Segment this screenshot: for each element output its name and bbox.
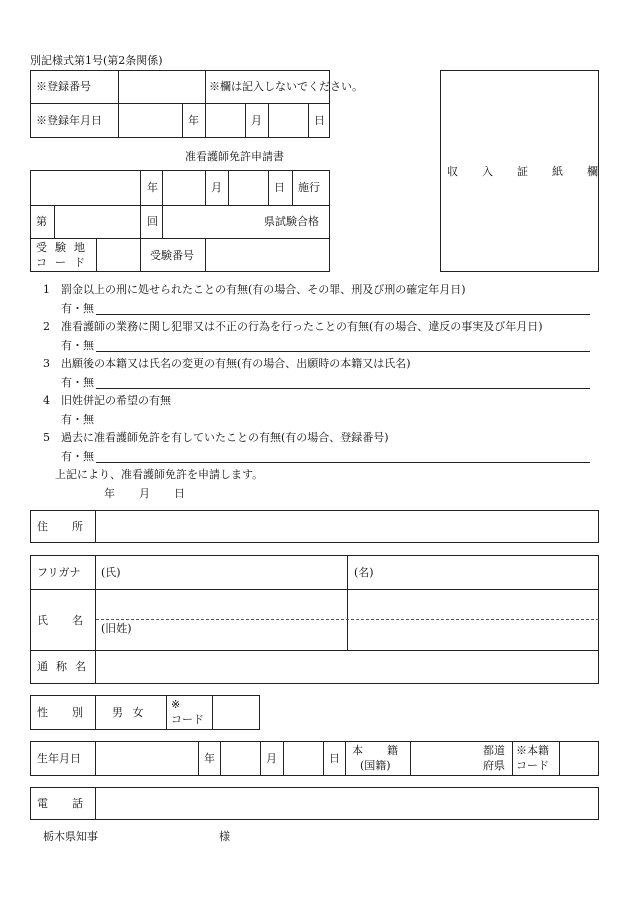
registration-date-label: ※登録年月日	[36, 114, 102, 127]
question-answer[interactable]: 有・無	[61, 339, 94, 352]
address-field[interactable]	[96, 511, 598, 542]
domicile-code-label-2: コード	[516, 759, 549, 772]
furigana-label: フリガナ	[37, 566, 81, 579]
question-text: 旧姓併記の希望の有無	[61, 394, 171, 407]
birth-day-label: 日	[329, 752, 340, 765]
sex-label: 性別	[37, 706, 107, 719]
question-number: 2	[43, 320, 50, 333]
question-text: 罰金以上の刑に処せられたことの有無(有の場合、その罪、刑及び刑の確定年月日)	[61, 283, 466, 296]
form-title: 准看護師免許申請書	[185, 150, 284, 163]
exam-held-label: 施行	[298, 181, 320, 194]
question-number: 1	[43, 283, 50, 296]
prefecture-label-2: 府県	[483, 759, 505, 772]
surname-label: (氏)	[101, 566, 121, 579]
name-label: 氏名	[37, 614, 107, 627]
birth-date-label: 生年月日	[37, 752, 81, 765]
alias-label: 通称名	[37, 660, 94, 673]
date-month-label: 月	[139, 487, 150, 500]
exam-passed-label: 県試験合格	[264, 215, 319, 228]
question-text: 過去に准看護師免許を有していたことの有無(有の場合、登録番号)	[61, 431, 389, 444]
sex-code-label: コード	[171, 713, 204, 726]
question-answer[interactable]: 有・無	[61, 302, 94, 315]
exam-day-label: 日	[274, 181, 285, 194]
question-answer[interactable]: 有・無	[61, 413, 94, 426]
question-number: 5	[43, 431, 50, 444]
question-answer[interactable]: 有・無	[61, 450, 94, 463]
reg-year-label: 年	[188, 114, 199, 127]
question-number: 3	[43, 357, 50, 370]
form-number: 別記様式第1号(第2条関係)	[30, 54, 163, 67]
prefecture-label-1: 都道	[483, 744, 505, 757]
honorific: 様	[219, 830, 230, 843]
reg-day-label: 日	[314, 114, 325, 127]
reg-month-label: 月	[251, 114, 262, 127]
note-not-to-fill: ※欄は記入しないでください。	[209, 80, 363, 93]
declaration: 上記により、准看護師免許を申請します。	[55, 468, 264, 481]
birth-year-label: 年	[204, 752, 215, 765]
domicile-code-label-1: ※本籍	[516, 744, 549, 757]
exam-kai-label: 回	[147, 215, 158, 228]
birth-month-label: 月	[266, 752, 277, 765]
nationality-label: (国籍)	[360, 759, 391, 772]
birth-domicile-table	[30, 741, 599, 776]
governor-addressee: 栃木県知事	[43, 830, 98, 843]
exam-number-label: 受験番号	[150, 249, 194, 262]
phone-field[interactable]	[96, 788, 598, 819]
exam-dai-label: 第	[36, 215, 47, 228]
exam-place-code-label-2: コード	[36, 256, 93, 269]
question-answer[interactable]: 有・無	[61, 376, 94, 389]
date-year-label: 年	[104, 487, 115, 500]
address-label: 住所	[37, 520, 107, 533]
registration-number-label: ※登録番号	[36, 80, 91, 93]
phone-label: 電話	[37, 797, 107, 810]
question-text: 准看護師の業務に関し犯罪又は不正の行為を行ったことの有無(有の場合、違反の事実及び年月日)	[61, 320, 543, 333]
exam-year-label: 年	[147, 181, 158, 194]
revenue-stamp-label: 収入証紙欄	[447, 165, 622, 178]
question-number: 4	[43, 394, 50, 407]
exam-month-label: 月	[211, 181, 222, 194]
domicile-label: 本籍	[352, 744, 422, 757]
registration-number-field[interactable]	[119, 71, 204, 102]
sex-code-mark: ※	[171, 698, 181, 711]
question-text: 出願後の本籍又は氏名の変更の有無(有の場合、出願時の本籍又は氏名)	[61, 357, 411, 370]
exam-place-code-label-1: 受験地	[36, 241, 93, 254]
date-day-label: 日	[174, 487, 185, 500]
sex-options[interactable]: 男 女	[112, 706, 144, 719]
old-surname-label: (旧姓)	[101, 622, 132, 635]
given-name-label: (名)	[354, 566, 374, 579]
